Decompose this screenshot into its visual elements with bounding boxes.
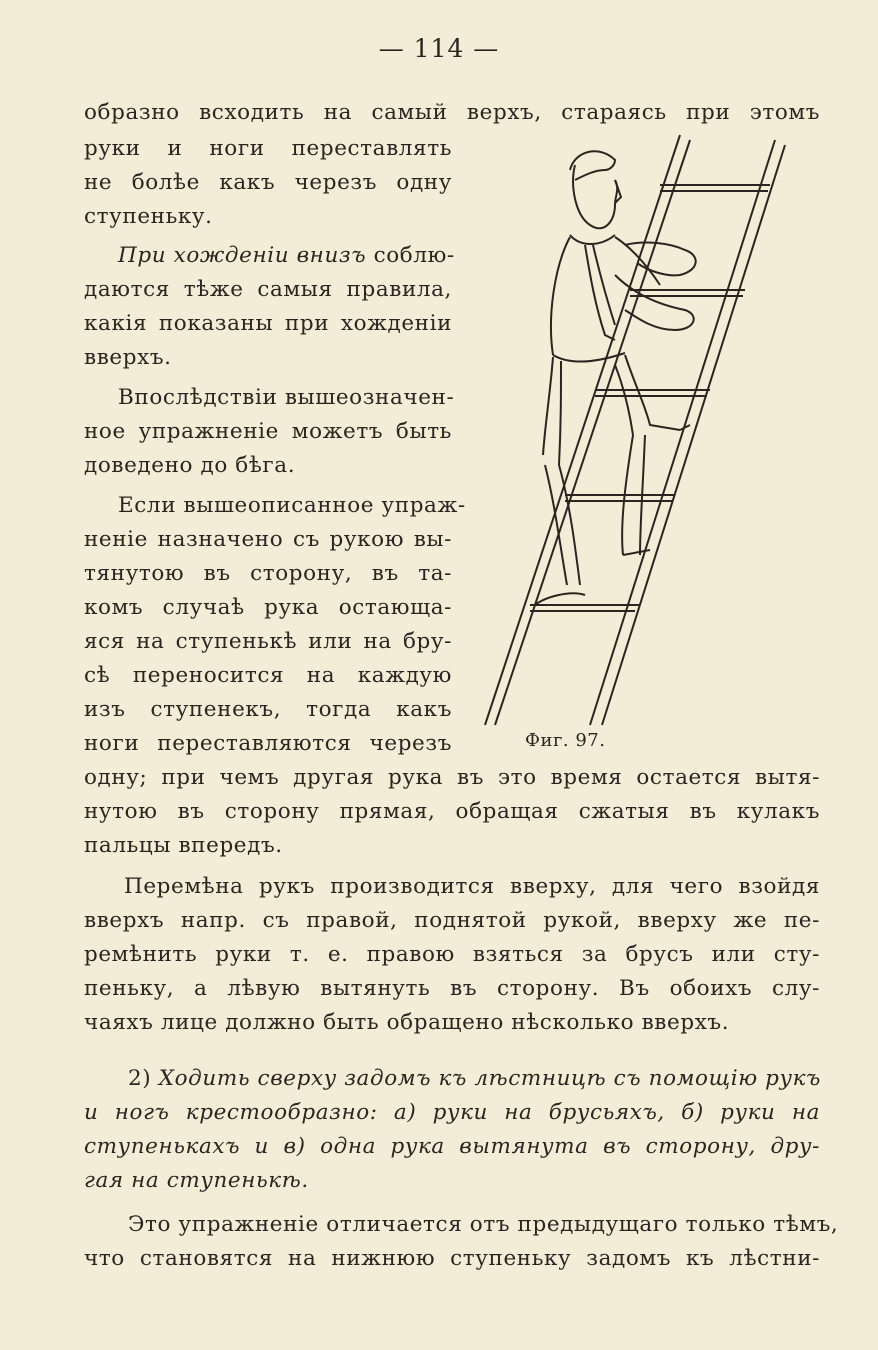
italic-heading: Ходить сверху задомъ къ лѣстницѣ съ помощiю рукъ — [158, 1066, 821, 1091]
text-line: какiя показаны при хожденiи — [84, 311, 452, 336]
text-line: чаяхъ лице должно быть обращено нѣсколько вверхъ. — [84, 1010, 730, 1035]
page-number: — 114 — — [378, 34, 500, 63]
text-line: Перемѣна рукъ производится вверху, для чего взойдя — [124, 874, 820, 899]
text-line: что становятся на нижнюю ступеньку задомъ къ лѣстни- — [84, 1246, 820, 1271]
text-line — [128, 1066, 820, 1091]
text-line: пальцы впередъ. — [84, 833, 283, 858]
text-line: ступеньку. — [84, 204, 213, 229]
text-line: ноги переставляются черезъ — [84, 731, 452, 756]
text-line: доведено до бѣга. — [84, 453, 296, 478]
text-line: Если вышеописанное упраж- — [118, 493, 466, 518]
text-line: тянутою въ сторону, въ та- — [84, 561, 452, 586]
text-line: сѣ переносится на каждую — [84, 663, 452, 688]
ladder-figure-illustration — [475, 125, 805, 735]
text-line: даются тѣже самыя правила, — [84, 277, 452, 302]
text-line: вверхъ напр. съ правой, поднятой рукой, вверху же пе- — [84, 908, 820, 933]
text-line: нутою въ сторону прямая, обращая сжатыя въ кулакъ — [84, 799, 820, 824]
text-line: ремѣнить руки т. е. правою взяться за брусъ или сту- — [84, 942, 820, 967]
text-line: пеньку, а лѣвую вытянуть въ сторону. Въ обоихъ слу- — [84, 976, 820, 1001]
item-number: 2) — [128, 1066, 159, 1091]
italic-heading-line: и ногъ крестообразно: а) руки на брусьяхъ, б) руки на — [84, 1100, 820, 1125]
text-line: комъ случаѣ рука остающа- — [84, 595, 452, 620]
text-line: изъ ступенекъ, тогда какъ — [84, 697, 452, 722]
text-line — [118, 243, 455, 268]
text-line: ное упражненiе можетъ быть — [84, 419, 452, 444]
text-line: руки и ноги переставлять — [84, 136, 452, 161]
text-line: одну; при чемъ другая рука въ это время остается вытя- — [84, 765, 820, 790]
text-line: Впослѣдствiи вышеозначен- — [118, 385, 455, 410]
text-span: соблю- — [366, 243, 455, 268]
text-line: образно всходить на самый верхъ, стараясь при этомъ — [84, 100, 820, 125]
text-line: не болѣе какъ черезъ одну — [84, 170, 452, 195]
text-line: вверхъ. — [84, 345, 172, 370]
italic-heading-line: гая на ступенькѣ. — [84, 1168, 309, 1193]
figure-caption: Фиг. 97. — [525, 730, 606, 751]
italic-heading-line: ступенькахъ и в) одна рука вытянута въ сторону, дру- — [84, 1134, 820, 1159]
italic-phrase: При хожденiи внизъ — [118, 243, 367, 268]
text-line: Это упражненiе отличается отъ предыдущаго только тѣмъ, — [128, 1212, 839, 1237]
text-line: ненiе назначено съ рукою вы- — [84, 527, 452, 552]
text-line: яся на ступенькѣ или на бру- — [84, 629, 452, 654]
